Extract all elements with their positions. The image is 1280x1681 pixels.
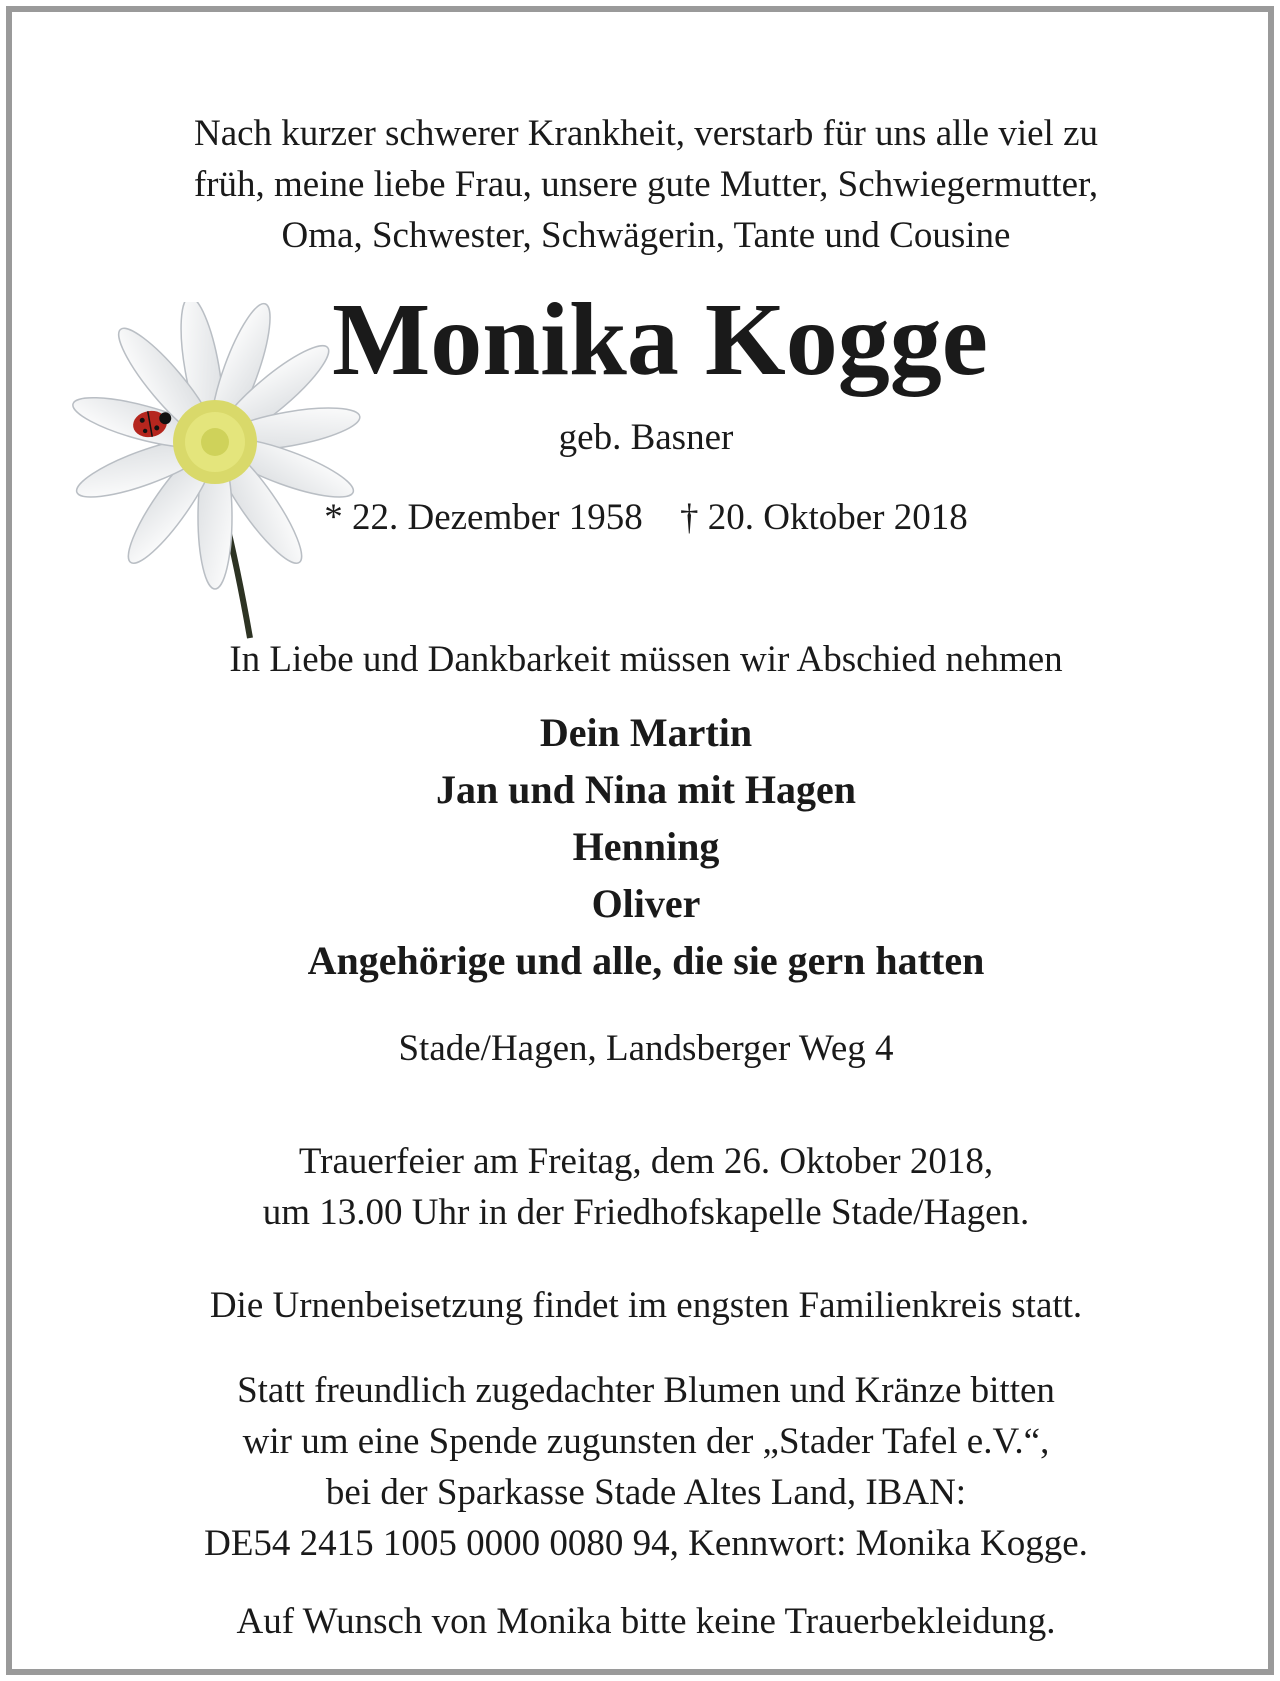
- address: Stade/Hagen, Landsberger Weg 4: [398, 1028, 894, 1069]
- intro-text: [12, 108, 1280, 261]
- intro-line: Nach kurzer schwerer Krankheit, verstarb für uns alle viel zu: [193, 113, 1099, 154]
- mourners-list: [12, 704, 1280, 989]
- urn-burial-info: Die Urnenbeisetzung findet im engsten Familienkreis statt.: [209, 1285, 1083, 1326]
- death-date: † 20. Oktober 2018: [680, 497, 968, 538]
- mourner: Dein Martin: [539, 710, 753, 755]
- donation-line: DE54 2415 1005 0000 0080 94, Kennwort: Monika Kogge.: [204, 1523, 1088, 1564]
- mourner: Henning: [572, 824, 720, 869]
- intro-line: früh, meine liebe Frau, unsere gute Mutter, Schwiegermutter,: [193, 164, 1099, 205]
- mourner: Oliver: [591, 881, 701, 926]
- birth-date: * 22. Dezember 1958: [324, 497, 643, 538]
- donation-line: Statt freundlich zugedachter Blumen und Kränze bitten: [237, 1370, 1055, 1411]
- ceremony-line: um 13.00 Uhr in der Friedhofskapelle Stade/Hagen.: [262, 1192, 1030, 1233]
- donation-line: wir um eine Spende zugunsten der „Stader Tafel e.V.“,: [242, 1421, 1050, 1462]
- donation-line: bei der Sparkasse Stade Altes Land, IBAN:: [325, 1472, 967, 1513]
- farewell-text: In Liebe und Dankbarkeit müssen wir Abschied nehmen: [229, 639, 1063, 680]
- ceremony-info: [12, 1136, 1280, 1238]
- birth-name: geb. Basner: [558, 417, 734, 458]
- intro-line: Oma, Schwester, Schwägerin, Tante und Cousine: [281, 215, 1011, 256]
- mourner: Jan und Nina mit Hagen: [435, 767, 857, 812]
- life-dates: [12, 495, 1280, 541]
- ceremony-line: Trauerfeier am Freitag, dem 26. Oktober 2018,: [298, 1141, 994, 1182]
- dress-code-wish: Auf Wunsch von Monika bitte keine Trauerbekleidung.: [236, 1601, 1056, 1642]
- mourner: Angehörige und alle, die sie gern hatten: [307, 938, 985, 983]
- deceased-name: Monika Kogge: [332, 282, 988, 397]
- obituary-notice: [6, 6, 1274, 1675]
- donation-request: [12, 1365, 1280, 1569]
